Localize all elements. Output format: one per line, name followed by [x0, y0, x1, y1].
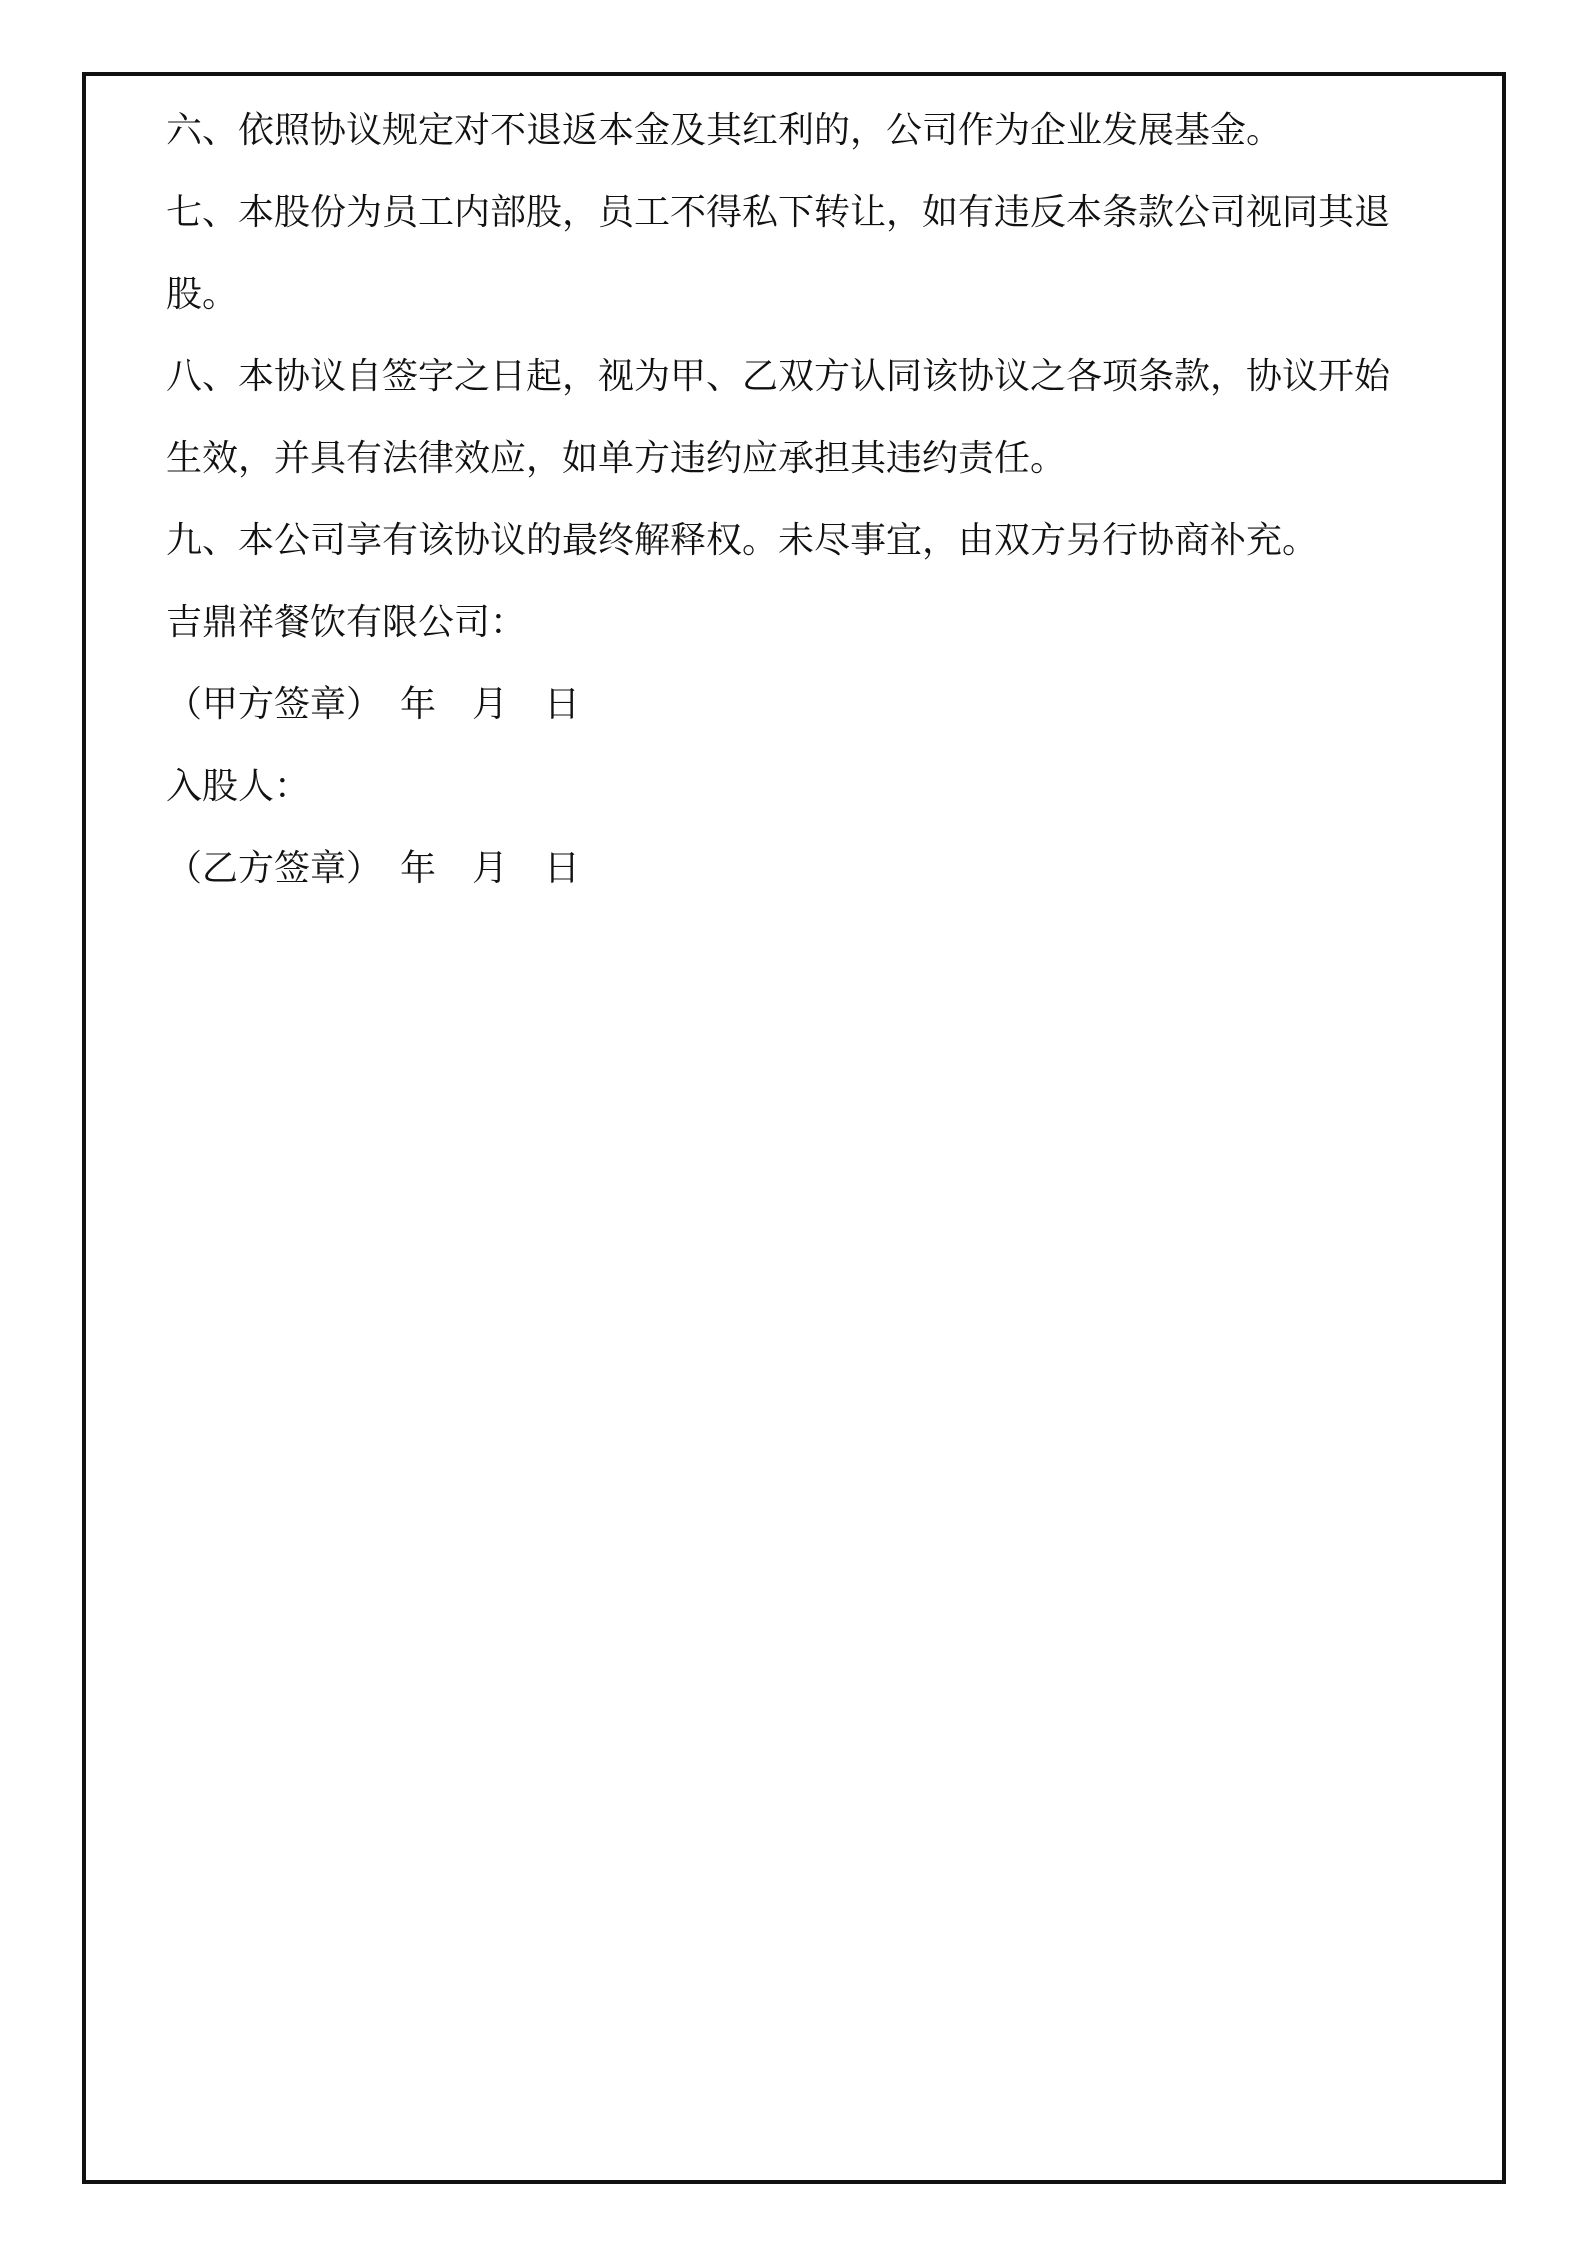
party-b-name: 入股人：: [166, 766, 311, 807]
clause-line: 九、本公司享有该协议的最终解释权。未尽事宜，由双方另行协商补充。: [166, 520, 1319, 561]
clause-line: 股。: [166, 274, 239, 315]
party-a-year-label: 年: [400, 684, 437, 725]
clause-7: [166, 192, 1446, 316]
party-b-seal-label: （乙方签章）: [166, 848, 383, 889]
party-b-month-label: 月: [472, 848, 509, 889]
clause-line: 七、本股份为员工内部股，员工不得私下转让，如有违反本条款公司视同其退: [166, 192, 1391, 233]
clause-6: [166, 110, 1446, 152]
clause-line: 生效，并具有法律效应，如单方违约应承担其违约责任。: [166, 438, 1067, 479]
clause-line: 六、依照协议规定对不退返本金及其红利的，公司作为企业发展基金。: [166, 110, 1283, 151]
party-a-seal-label: （甲方签章）: [166, 684, 383, 725]
party-a-month-label: 月: [472, 684, 509, 725]
party-b-year-label: 年: [400, 848, 437, 889]
agreement-body: [166, 110, 1446, 930]
clause-line: 八、本协议自签字之日起，视为甲、乙双方认同该协议之各项条款，协议开始: [166, 356, 1391, 397]
party-a-name: 吉鼎祥餐饮有限公司：: [166, 602, 527, 643]
clause-8: [166, 356, 1446, 480]
party-b-day-label: 日: [544, 848, 581, 889]
party-b-signature-date: [166, 848, 1446, 890]
party-a-signature-date: [166, 684, 1446, 726]
clause-9: [166, 520, 1446, 562]
party-a-day-label: 日: [544, 684, 581, 725]
